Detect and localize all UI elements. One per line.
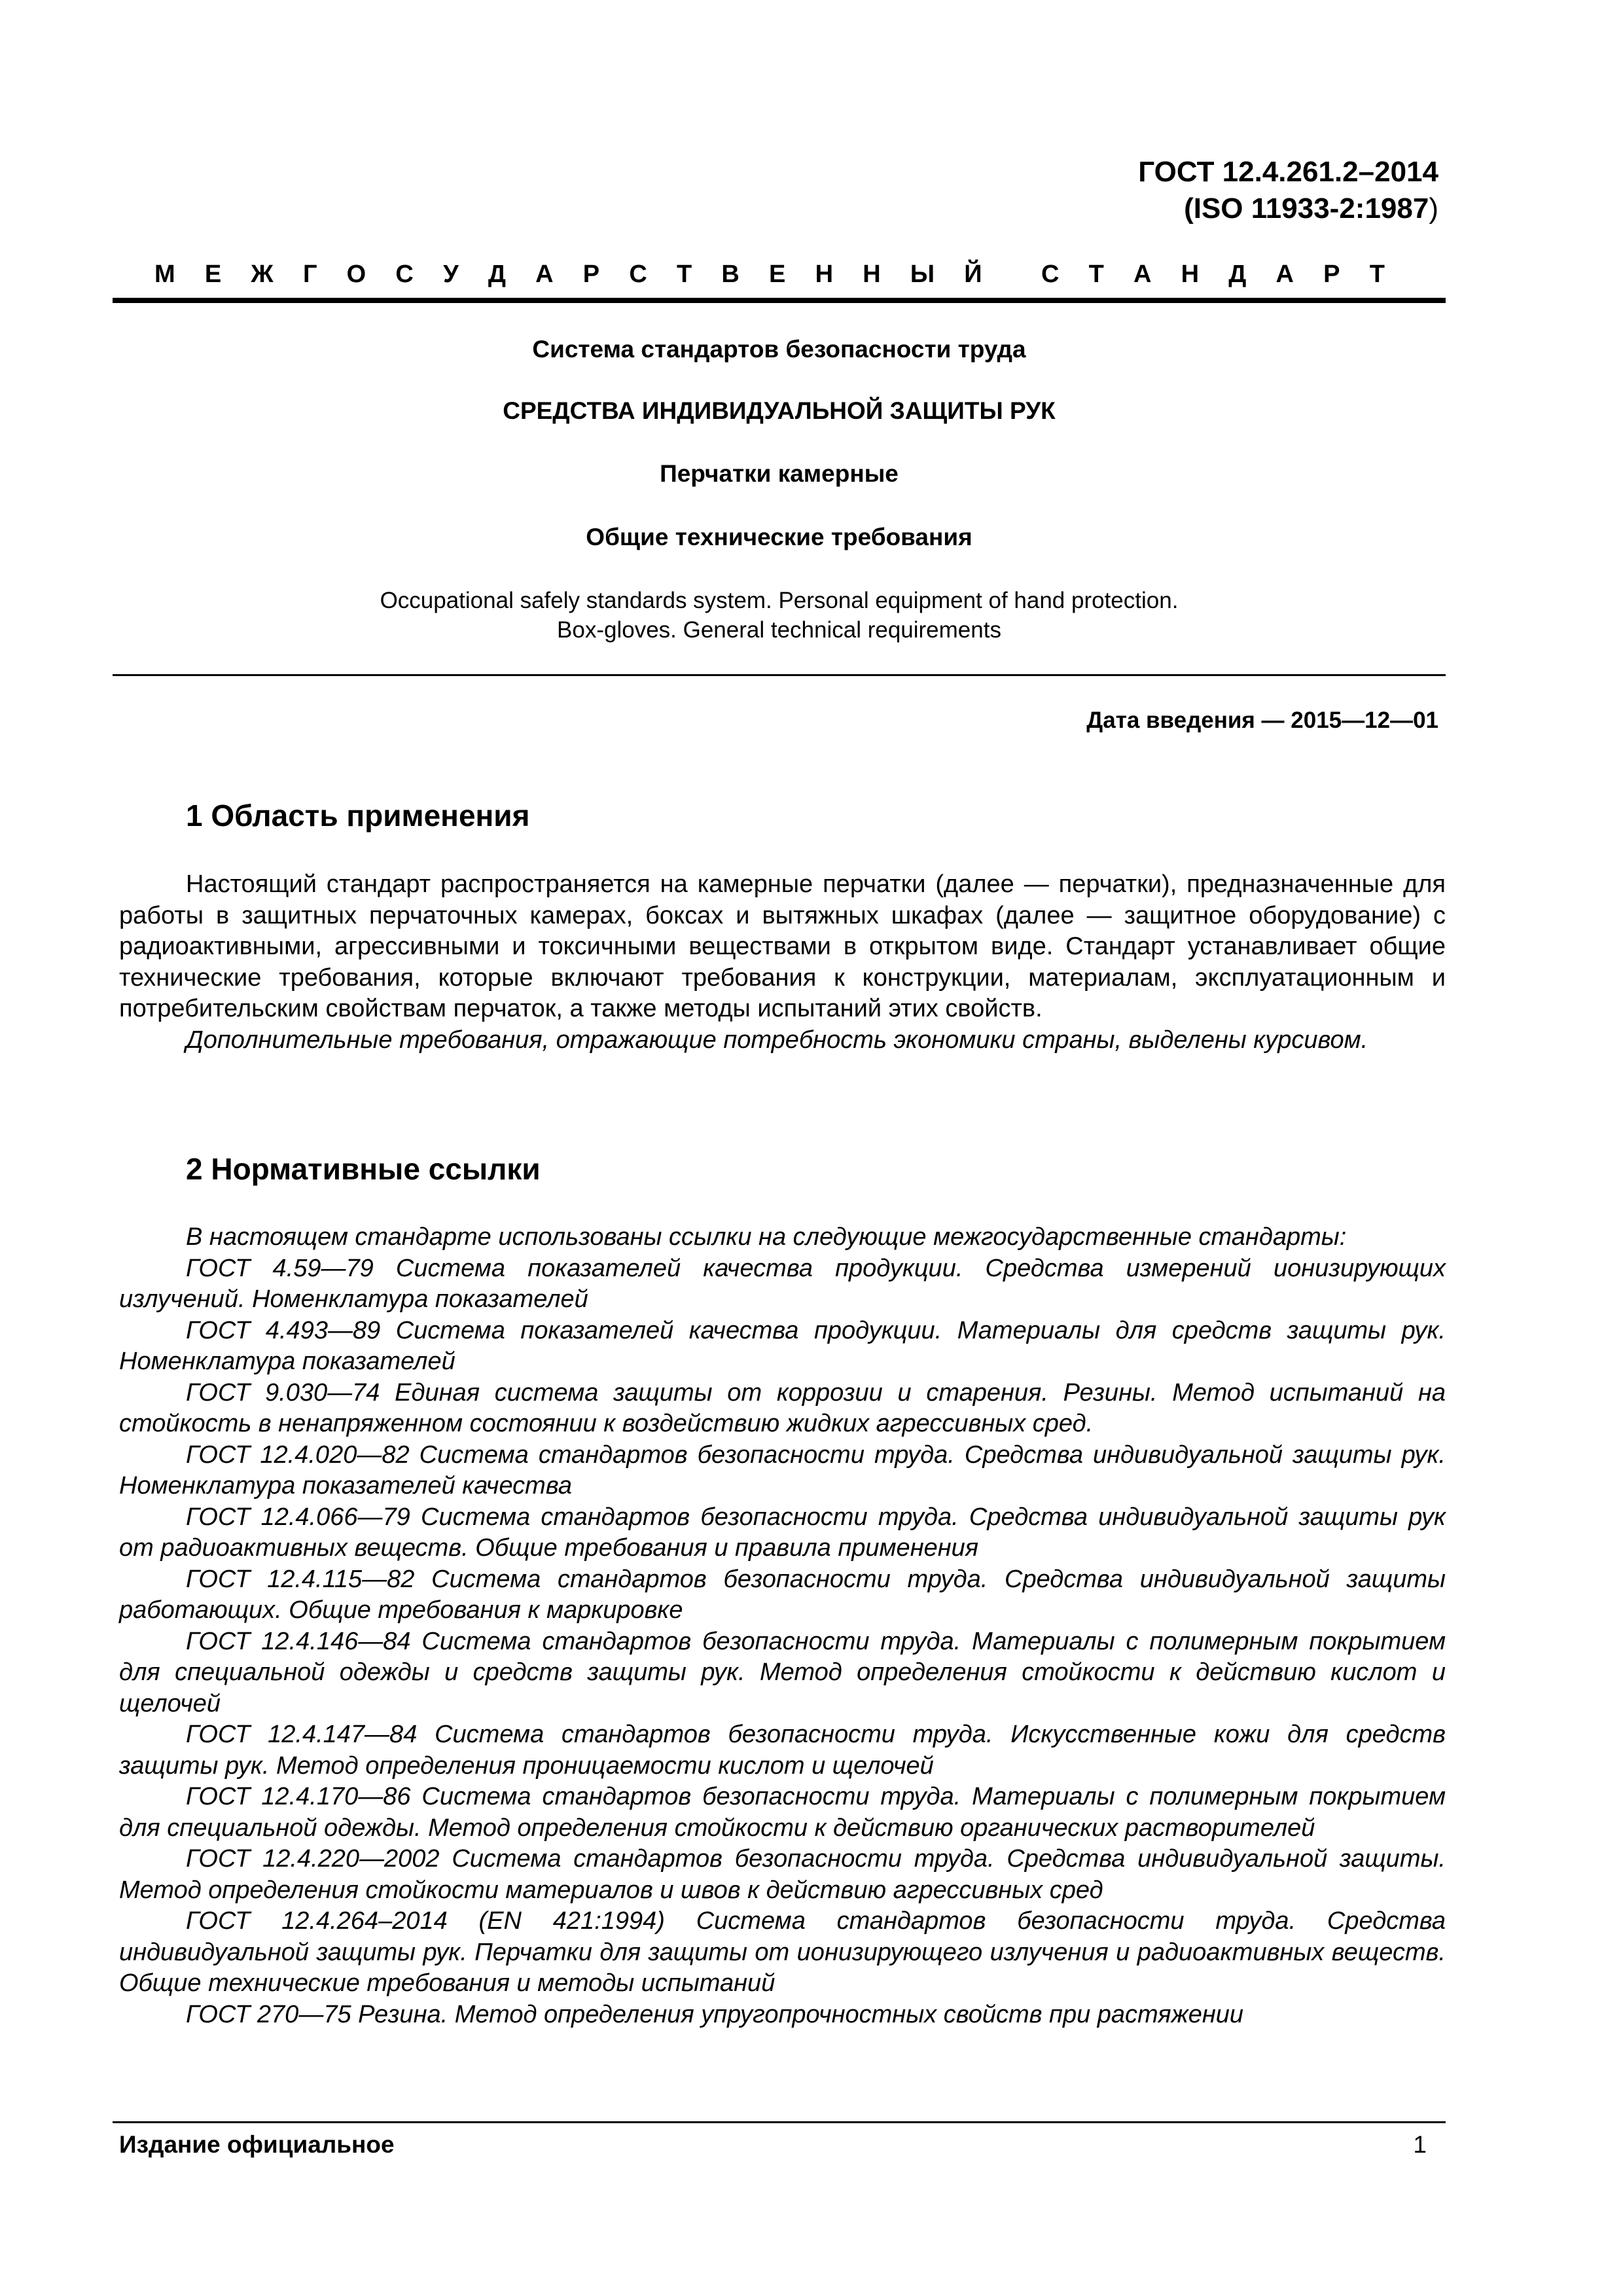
banner-letter: В	[721, 260, 740, 288]
iso-code	[1184, 192, 1438, 225]
banner-letter: С	[629, 260, 647, 288]
banner-letter: Р	[1323, 260, 1340, 288]
section1-paragraph: Дополнительные требования, отражающие потребность экономики страны, выделены курсивом.	[186, 1026, 1368, 1054]
header-divider	[113, 298, 1446, 303]
banner-letter: Г	[302, 260, 317, 288]
section2-paragraph: ГОСТ 12.4.146—84 Система стандартов безопасности труда. Материалы с полимерным покрытием для специальной одежды и средств защиты рук. Метод определения стойкости к действию кислот и щелочей	[119, 1627, 1446, 1717]
banner-letter: Д	[488, 260, 506, 288]
standard-code: ГОСТ 12.4.261.2–2014	[1138, 156, 1438, 188]
iso-code-paren: )	[1429, 192, 1438, 224]
section-2-body	[119, 1222, 1446, 2030]
section2-paragraph: В настоящем стандарте использованы ссылки на следующие межгосударственные стандарты:	[186, 1223, 1347, 1251]
effective-date: Дата введения — 2015—12—01	[1086, 708, 1438, 733]
section2-paragraph: ГОСТ 9.030—74 Единая система защиты от коррозии и старения. Резины. Метод испытаний на стойкость в ненапряженном состоянии к воздействию жидких агрессивных сред.	[119, 1378, 1446, 1437]
banner-letter: А	[535, 260, 554, 288]
banner-letter: Н	[815, 260, 834, 288]
banner-letter: Й	[964, 260, 982, 288]
banner-letter: Ж	[251, 260, 274, 288]
banner-letter: Т	[676, 260, 692, 288]
banner-letter: Т	[1088, 260, 1104, 288]
section2-paragraph: ГОСТ 270—75 Резина. Метод определения упругопрочностных свойств при растяжении	[186, 2000, 1244, 2028]
banner-letter: А	[1133, 260, 1152, 288]
section2-paragraph: ГОСТ 12.4.115—82 Система стандартов безопасности труда. Средства индивидуальной защиты работающих. Общие требования к маркировке	[119, 1565, 1446, 1624]
interstate-standard-banner	[154, 260, 1385, 289]
section2-paragraph: ГОСТ 12.4.020—82 Система стандартов безопасности труда. Средства индивидуальной защиты рук. Номенклатура показателей качества	[119, 1441, 1446, 1499]
section-1-body	[119, 869, 1446, 1056]
banner-letter: А	[1275, 260, 1294, 288]
banner-letter: Д	[1228, 260, 1247, 288]
section2-paragraph: ГОСТ 12.4.066—79 Система стандартов безопасности труда. Средства индивидуальной защиты рук от радиоактивных веществ. Общие требования и правила применения	[119, 1503, 1446, 1562]
banner-letter: Н	[1181, 260, 1200, 288]
banner-letter: С	[1041, 260, 1060, 288]
section2-paragraph: ГОСТ 12.4.220—2002 Система стандартов безопасности труда. Средства индивидуальной защиты. Метод определения стойкости материалов и швов к действию агрессивных сред	[119, 1845, 1446, 1904]
banner-letter: Т	[1369, 260, 1385, 288]
footer-divider	[113, 2121, 1446, 2123]
banner-letter: Е	[204, 260, 222, 288]
banner-letter: Н	[863, 260, 881, 288]
banner-letter: Е	[769, 260, 786, 288]
banner-letter: У	[443, 260, 459, 288]
section2-paragraph: ГОСТ 12.4.170—86 Система стандартов безопасности труда. Материалы с полимерным покрытием для специальной одежды. Метод определения стойкости к действию органических растворителей	[119, 1783, 1446, 1842]
iso-code-text: (ISO 11933-2:1987	[1184, 192, 1429, 224]
section1-paragraph: Настоящий стандарт распространяется на камерные перчатки (далее — перчатки), предназначенные для работы в защитных перчаточных камерах, боксах и вытяжных шкафах (далее — защитное оборудование) с радиоактивными, агрессивными и токсичными веществами в открытом виде. Стандарт устанавливает общие технические требования, которые включают требования к конструкции, материалам, эксплуатационным и потребительским свойствам перчаток, а также методы испытаний этих свойств.	[119, 870, 1446, 1022]
banner-letter: Р	[582, 260, 600, 288]
main-title: СРЕДСТВА ИНДИВИДУАЛЬНОЙ ЗАЩИТЫ РУК	[503, 397, 1056, 424]
english-title-line-2: Box-gloves. General technical requirements	[557, 617, 1001, 643]
section-1-heading: 1 Область применения	[186, 798, 530, 833]
subtitle: Перчатки камерные	[660, 460, 899, 487]
banner-letter: Ы	[910, 260, 935, 288]
section2-paragraph: ГОСТ 4.59—79 Система показателей качества продукции. Средства измерений ионизирующих излучений. Номенклатура показателей	[119, 1254, 1446, 1313]
banner-letter: М	[154, 260, 175, 288]
page-number: 1	[1413, 2131, 1427, 2158]
section-2-heading: 2 Нормативные ссылки	[186, 1152, 541, 1186]
section2-paragraph: ГОСТ 12.4.264–2014 (EN 421:1994) Система стандартов безопасности труда. Средства индивидуальной защиты рук. Перчатки для защиты от ионизирующего излучения и радиоактивных веществ. Общие технические требования и методы испытаний	[119, 1907, 1446, 1997]
banner-letter: О	[346, 260, 366, 288]
banner-letter: С	[395, 260, 414, 288]
edition-label: Издание официальное	[119, 2131, 395, 2158]
section2-paragraph: ГОСТ 4.493—89 Система показателей качества продукции. Материалы для средств защиты рук. Номенклатура показателей	[119, 1316, 1446, 1375]
subtitle-requirements: Общие технические требования	[586, 524, 972, 550]
english-title-line-1: Occupational safely standards system. Personal equipment of hand protection.	[380, 588, 1179, 613]
title-divider	[113, 674, 1446, 676]
system-title: Система стандартов безопасности труда	[532, 336, 1026, 363]
section2-paragraph: ГОСТ 12.4.147—84 Система стандартов безопасности труда. Искусственные кожи для средств защиты рук. Метод определения проницаемости кислот и щелочей	[119, 1721, 1446, 1780]
